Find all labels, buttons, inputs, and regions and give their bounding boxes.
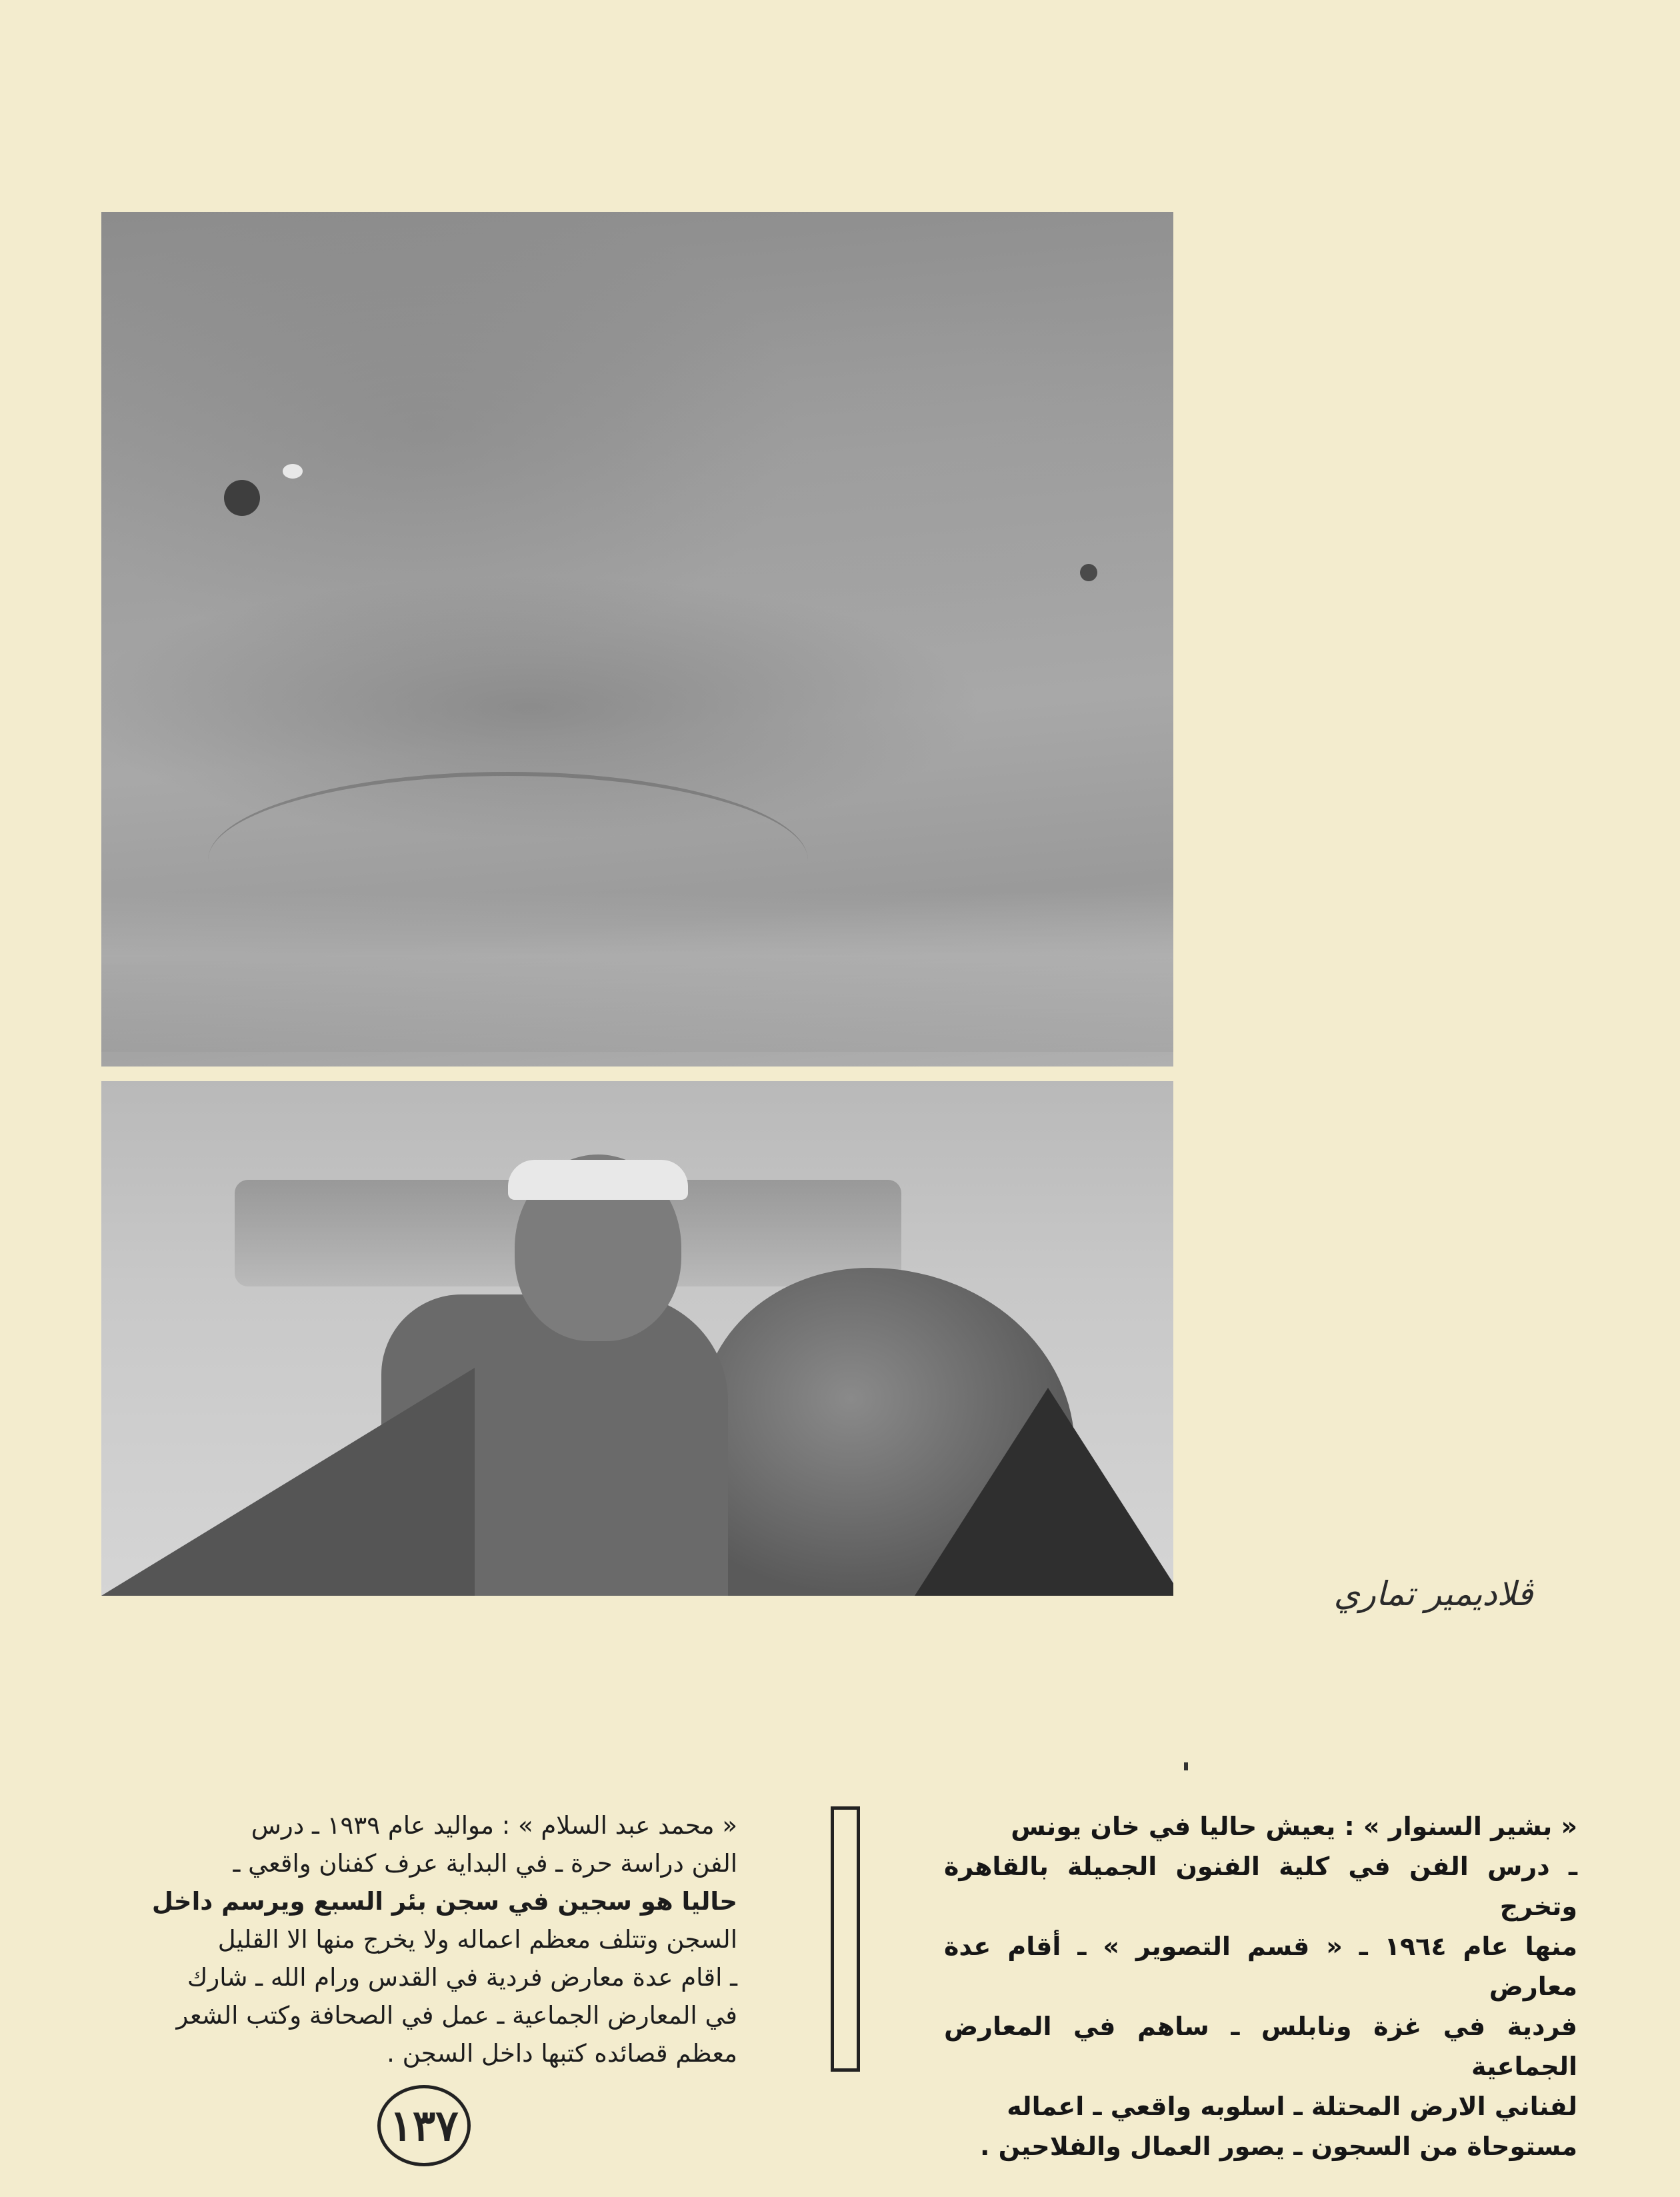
bio-line: في المعارض الجماعية ـ عمل في الصحافة وكتب الشعر — [176, 2001, 737, 2030]
painting-detail — [101, 892, 1173, 1052]
column-divider — [831, 1806, 860, 2072]
painting-photo-bottom — [101, 1081, 1173, 1596]
painting-detail — [1080, 564, 1097, 581]
bio-line: حاليا هو سجين في سجن بئر السبع ويرسم داخل — [151, 1887, 737, 1916]
bio-line: معظم قصائده كتبها داخل السجن . — [387, 2039, 737, 2068]
bio-line: ـ اقام عدة معارض فردية في القدس ورام الله ـ شارك — [187, 1963, 737, 1992]
author-signature: ڤلاديمير تماري — [1333, 1574, 1533, 1613]
print-mark — [1184, 1762, 1188, 1770]
painting-detail — [283, 464, 303, 479]
bio-line: السجن وتتلف معظم اعماله ولا يخرج منها الا القليل — [217, 1925, 737, 1954]
artist-bio-left — [104, 1806, 737, 2072]
painting-detail — [915, 1388, 1173, 1596]
bio-line: « محمد عبد السلام » : مواليد عام ١٩٣٩ ـ درس — [251, 1811, 737, 1840]
bio-line: مستوحاة من السجون ـ يصور العمال والفلاحين . — [979, 2132, 1577, 2161]
painting-detail — [101, 1368, 475, 1596]
bio-line: لفناني الارض المحتلة ـ اسلوبه واقعي ـ اعماله — [1007, 2092, 1577, 2121]
page-number: ١٣٧ — [377, 2085, 471, 2166]
bio-line: فردية في غزة ونابلس ـ ساهم في المعارض الجماعية — [944, 2012, 1577, 2081]
bio-line: ـ درس الفن في كلية الفنون الجميلة بالقاهرة وتخرج — [944, 1852, 1577, 1921]
painting-detail — [224, 480, 260, 516]
painting-detail — [508, 1160, 688, 1200]
painting-photo-top — [101, 212, 1173, 1067]
bio-line: منها عام ١٩٦٤ ـ « قسم التصوير » ـ أقام عدة معارض — [944, 1932, 1577, 2001]
bio-line: الفن دراسة حرة ـ في البداية عرف كفنان واقعي ـ — [233, 1849, 737, 1878]
artist-bio-right — [944, 1806, 1577, 2166]
bio-line: « بشير السنوار » : يعيش حاليا في خان يونس — [1011, 1812, 1577, 1841]
